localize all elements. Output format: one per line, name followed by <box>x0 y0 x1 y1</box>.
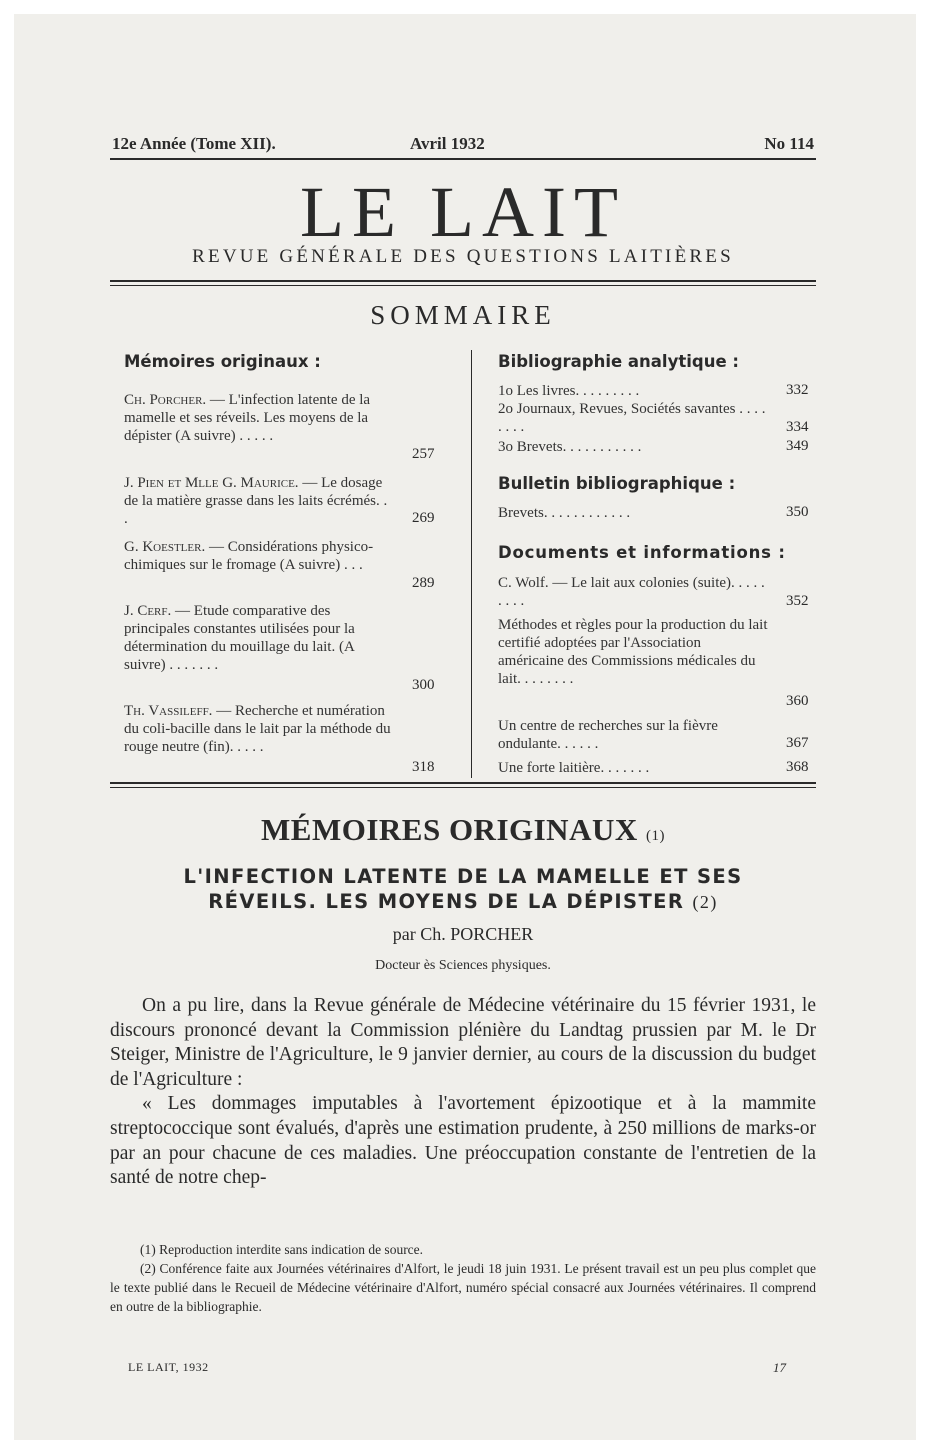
column-separator <box>471 350 472 778</box>
toc-page: 360 <box>786 693 809 709</box>
title-rule-top <box>110 280 816 282</box>
documents-heading: Documents et informations : <box>498 543 786 562</box>
sommaire-rule-top <box>110 782 816 784</box>
footnotes <box>110 1240 816 1316</box>
toc-page: 352 <box>786 593 809 609</box>
toc-page: 289 <box>412 575 435 591</box>
article-title <box>110 864 816 915</box>
paragraph: « Les dommages imputables à l'avortement épizootique et à la mammite streptococcique sont évalués, d'après une estimation prudente, à 250 millions de marks-or par an pour chacune de ces maladies. Une préoccupation constante de l'entretien de la santé de notre chep- <box>110 1093 816 1189</box>
paragraph: On a pu lire, dans la Revue générale de Médecine vétérinaire du 15 février 1931, le discours prononcé devant la Commission plénière du Landtag prussien par M. le Dr Steiger, Ministre de l'Agriculture, le 9 janvier dernier, au cours de la discussion du budget de l'Agriculture : <box>110 995 816 1090</box>
toc-page: 318 <box>412 759 435 775</box>
section-note: (1) <box>645 828 665 844</box>
issue-number: No 114 <box>764 134 814 153</box>
toc-entry: 1o Les livres. . . . . . . . . <box>498 383 640 399</box>
toc-text: — Le dosage de la matière grasse dans les laits écrémés. . . <box>124 475 388 527</box>
footnote: (2) Conférence faite aux Journées vétérinaires d'Alfort, le jeudi 18 juin 1931. Le présent travail est un peu plus complet que le texte publié dans le Recueil de Médecine vétérinaire d'Alfort, numéro spécial consacré aux Journées vétérinaires. Il comprend en outre de la bibliographie. <box>110 1261 816 1314</box>
footnote: (1) Reproduction interdite sans indication de source. <box>140 1242 424 1257</box>
toc-entry: Un centre de recherches sur la fièvre ondulante. . . . . . <box>498 718 718 752</box>
toc-text: — Etude comparative des principales constantes utilisées pour la détermination du mouillage du lait. (A suivre) . . . . . . . <box>124 603 355 673</box>
toc-entry <box>124 538 394 574</box>
journal-title: LE LAIT <box>300 172 626 252</box>
toc-page: 368 <box>786 759 809 775</box>
article-title-note: (2) <box>692 892 718 912</box>
toc-entry: Méthodes et règles pour la production du lait certifié adoptées par l'Association américaine des Commissions médicales du lait. . . . . . . . <box>498 617 768 687</box>
toc-entry: 2o Journaux, Revues, Sociétés savantes . . . . . . . . <box>498 401 766 435</box>
toc-author: Th. Vassileff. <box>124 703 213 719</box>
toc-page: 300 <box>412 677 435 693</box>
toc-text: — Considérations physico-chimiques sur le fromage (A suivre) . . . <box>124 539 374 573</box>
section-title-text: MÉMOIRES ORIGINAUX <box>261 812 638 847</box>
section-title <box>110 812 816 848</box>
title-rule-bottom <box>110 285 816 286</box>
issue-date: Avril 1932 <box>410 134 485 153</box>
memoires-heading: Mémoires originaux : <box>124 352 321 371</box>
toc-text: — L'infection latente de la mamelle et ses réveils. Les moyens de la dépister (A suivre) . . . . . <box>124 392 371 444</box>
toc-author: J. Cerf. <box>124 603 172 619</box>
byline: par Ch. PORCHER <box>392 924 534 944</box>
toc-entry <box>124 702 394 756</box>
toc-page: 334 <box>786 419 809 435</box>
toc-entry <box>124 474 394 528</box>
toc-text: — Recherche et numération du coli-bacille dans le lait par la méthode du rouge neutre (fin). . . . . <box>124 703 391 755</box>
article-body <box>110 994 816 1191</box>
page <box>14 14 916 1440</box>
toc-author: Ch. Porcher. <box>124 392 207 408</box>
toc-page: 332 <box>786 382 809 398</box>
affiliation: Docteur ès Sciences physiques. <box>375 958 551 973</box>
footer-journal: LE LAIT, 1932 <box>128 1360 209 1374</box>
toc-page: 257 <box>412 446 435 462</box>
toc-entry: C. Wolf. — Le lait aux colonies (suite). . . . . . . . . <box>498 575 765 609</box>
footer-signature: 17 <box>773 1360 786 1375</box>
journal-subtitle: REVUE GÉNÉRALE DES QUESTIONS LAITIÈRES <box>192 246 734 267</box>
toc-entry: 3o Brevets. . . . . . . . . . . <box>498 439 642 455</box>
toc-entry <box>124 602 394 674</box>
toc-page: 350 <box>786 504 809 520</box>
toc-entry: Une forte laitière. . . . . . . <box>498 760 650 776</box>
biblio-heading: Bibliographie analytique : <box>498 352 739 371</box>
toc-author: J. Pien et Mlle G. Maurice. <box>124 475 299 491</box>
toc-page: 349 <box>786 438 809 454</box>
toc-entry <box>124 391 394 445</box>
article-title-line: RÉVEILS. LES MOYENS DE LA DÉPISTER <box>208 890 685 913</box>
sommaire-heading: SOMMAIRE <box>370 300 556 330</box>
toc-author: G. Koestler. <box>124 539 206 555</box>
header-rule <box>110 158 816 160</box>
toc-entry: Brevets. . . . . . . . . . . . <box>498 505 631 521</box>
bulletin-heading: Bulletin bibliographique : <box>498 474 736 493</box>
toc-page: 367 <box>786 735 809 751</box>
toc-page: 269 <box>412 510 435 526</box>
volume-year: 12e Année (Tome XII). <box>112 134 276 153</box>
article-title-line: L'INFECTION LATENTE DE LA MAMELLE ET SES <box>183 865 743 888</box>
sommaire-rule-bottom <box>110 787 816 788</box>
